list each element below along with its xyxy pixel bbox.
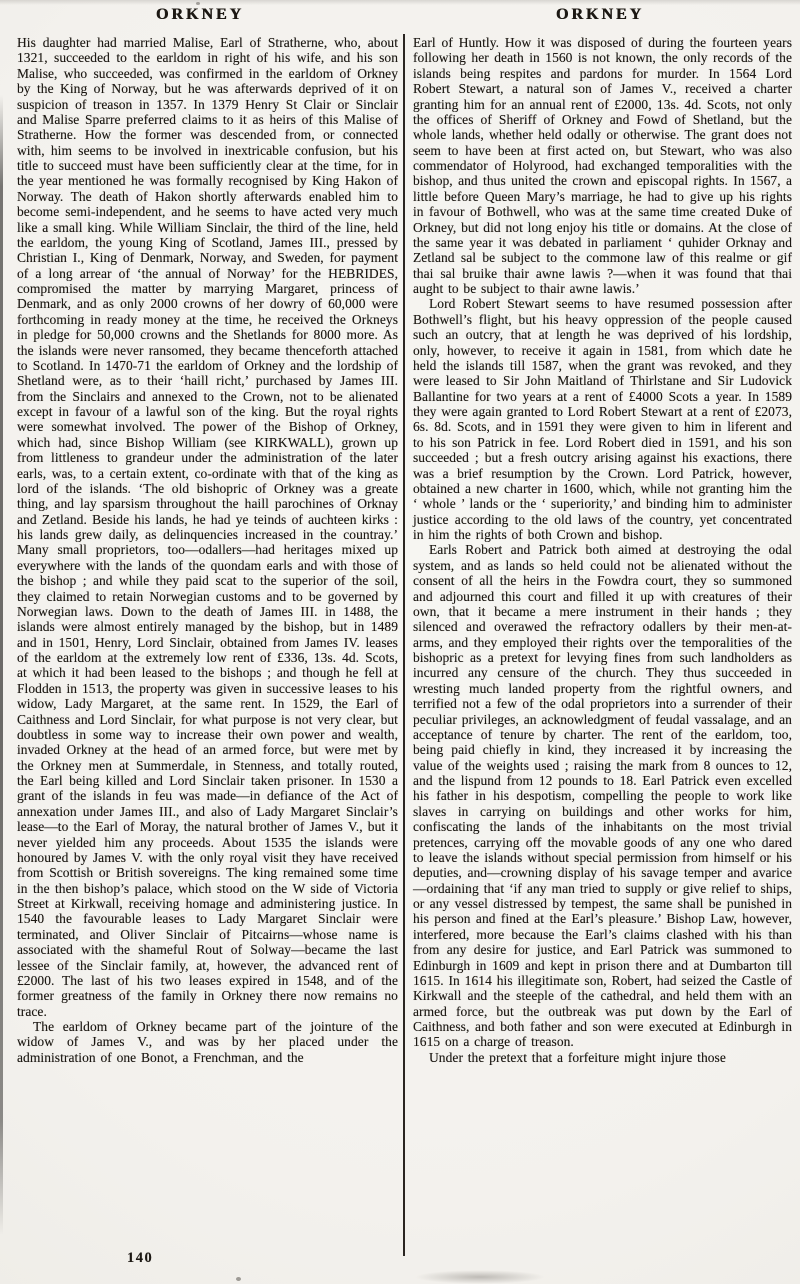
paragraph: Earl of Huntly. How it was disposed of during the fourteen years following her death in 1560 is not known, the only records of the islands being respites and pardons for murder. In 1564 Lord Robert Stewart, a natural son of James V., received a charter granting him for an annual rent of £2000, 13s. 4d. Scots, not only the offices of Sheriff of Orkney and Fowd of Shetland, but the whole lands, whether held odally or otherwise. The grant does not seem to have been at first acted on, but Stewart, who was also commendator of Holyrood, had exchanged temporalities with the bishop, and thus united the crown and episcopal rights. In 1567, a little before Queen Mary’s marriage, he had to give up his rights in favour of Bothwell, who was at the same time created Duke of Orkney, but did not long enjoy his title or domains. At the close of the same year it was debated in parliament ‘ quhider Orknay and Zetland sal be subject to the commone law of this realme or gif thai sal bruike thair awne lawis ?—when it was found that thai aught to be subject to thair awne lawis.’ [413, 35, 792, 296]
scan-top-shade [0, 0, 800, 5]
page-number: 140 [127, 1250, 154, 1266]
running-head-left: ORKNEY [155, 6, 245, 23]
scan-speck [196, 2, 200, 5]
column-left [17, 35, 398, 1065]
running-head-right: ORKNEY [555, 6, 645, 23]
scan-edge-artifact [0, 95, 3, 1235]
paragraph: His daughter had married Malise, Earl of Stratherne, who, about 1321, succeeded to the earldom in right of his wife, and his son Malise, who succeeded, was confirmed in the earldom of Orkney by the King of Norway, but he was afterwards deprived of it on suspicion of treason in 1357. In 1379 Henry St Clair or Sinclair and Malise Sparre preferred claims to it as heirs of this Malise of Stratherne. How the former was descended from, or connected with, him seems to be involved in inextricable confusion, but his title to succeed must have been sufficiently clear at the time, for in the year mentioned he was formally recognised by King Hakon of Norway. The death of Hakon shortly afterwards enabled him to become semi-independent, and he seems to have acted very much like a small king. While William Sinclair, the third of the line, held the earldom, the young King of Scotland, James III., pressed by Christian I., King of Denmark, Norway, and Sweden, for payment of a long arrear of ‘the annual of Norway’ for the HEBRIDES, compromised the matter by marrying Margaret, princess of Denmark, and as only 2000 crowns of her dowry of 60,000 were forthcoming in ready money at the time, he received the Orkneys in pledge for 50,000 crowns and the Shetlands for 8000 more. As the islands were never ransomed, they became thenceforth attached to Scotland. In 1470-71 the earldom of Orkney and the lordship of Shetland were, as to their ‘haill richt,’ purchased by James III. from the Sinclairs and annexed to the Crown, not to be alienated except in favour of a lawful son of the king. But the royal rights were somewhat involved. The power of the Bishop of Orkney, which had, since Bishop William (see KIRKWALL), grown up from littleness to grandeur under the administration of the later earls, was, to a certain extent, co-ordinate with that of the king as lord of the islands. ‘The old bishopric of Orkney was a greate thing, and lay sparsism throughout the haill parochines of Orknay and Zetland. Beside his lands, he had ye teinds of auchteen kirks : his lands grew daily, as delinquencies increased in the countray.’ Many small proprietors, too—odallers—had heritages mixed up everywhere with the lands of the quondam earls and with those of the bishop ; and while they paid scat to the superior of the soil, they claimed to retain Norwegian customs and to be governed by Norwegian laws. Down to the death of James III. in 1488, the islands were almost entirely managed by the bishop, but in 1489 and in 1501, Henry, Lord Sinclair, obtained from James IV. leases of the earldom at the extremely low rent of £336, 13s. 4d. Scots, at which it had been leased to the bishops ; and though he fell at Flodden in 1513, the property was given in successive leases to his widow, Lady Margaret, at the same rent. In 1529, the Earl of Caithness and Lord Sinclair, for what purpose is not very clear, but doubtless in some way to increase their own power and wealth, invaded Orkney at the head of an armed force, but were met by the Orkney men at Summerdale, in Stenness, and totally routed, the Earl being killed and Lord Sinclair taken prisoner. In 1530 a grant of the islands in feu was made—in defiance of the Act of annexation under James III., and also of Lady Margaret Sinclair’s lease—to the Earl of Moray, the natural brother of James V., but it never yielded him any proceeds. About 1535 the islands were honoured by James V. with the only royal visit they have received from Scottish or British sovereigns. The king remained some time in the then bishop’s palace, which stood on the W side of Victoria Street at Kirkwall, receiving homage and administering justice. In 1540 the favourable leases to Lady Margaret Sinclair were terminated, and Oliver Sinclair of Pitcairns—whose name is associated with the shameful Rout of Solway—became the last lessee of the Sinclair family, at, however, the advanced rent of £2000. The last of his two leases expired in 1548, and of the former greatness of the family in Orkney there now remains no trace. [17, 35, 398, 1019]
paragraph: The earldom of Orkney became part of the jointure of the widow of James V., and was by her placed under the administration of one Bonot, a Frenchman, and the [17, 1019, 398, 1065]
column-right [413, 35, 792, 1065]
scan-smudge [415, 1270, 545, 1284]
paragraph: Under the pretext that a forfeiture might injure those [429, 1049, 726, 1065]
paragraph: Earls Robert and Patrick both aimed at destroying the odal system, and as lands so held could not be alienated without the consent of all the heirs in the Fowdra court, they so summoned and adjourned this court and filled it up with creatures of their own, that it became a mere instrument in their hands ; they silenced and overawed the refractory odallers by their men-at-arms, and they employed their rights over the temporalities of the bishopric as a pretext for levying fines from such landholders as incurred any censure of the church. They thus succeeded in wresting much landed property from the rightful owners, and terrified not a few of the odal proprietors into a surrender of their peculiar privileges, an acknowledgment of feudal vassalage, and an acceptance of tenure by charter. The rent of the earldom, too, being paid chiefly in kind, they increased it by increasing the value of the weights used ; raising the mark from 8 ounces to 12, and the lispund from 12 pounds to 18. Earl Patrick even excelled his father in his despotism, compelling the people to work like slaves in carrying on buildings and other works for him, confiscating the lands of the inhabitants on the most trivial pretences, carrying off the movable goods of any one who dared to leave the islands without special permission from himself or his deputies, and—crowning display of his savage temper and avarice —ordaining that ‘if any man tried to supply or give relief to ships, or any vessel distressed by tempest, the same shall be punished in his person and fined at the Earl’s pleasure.’ Bishop Law, however, interfered, more because the Earl’s claims clashed with his than from any desire for justice, and Earl Patrick was summoned to Edinburgh in 1609 and kept in prison there and at Dumbarton till 1615. In 1614 his illegitimate son, Robert, had seized the Castle of Kirkwall and the steeple of the cathedral, and held them with an armed force, but the outbreak was put down by the Earl of Caithness, and both father and son were executed at Edinburgh in 1615 on a charge of treason. [413, 542, 792, 1050]
column-divider [403, 34, 405, 1256]
paragraph: Lord Robert Stewart seems to have resumed possession after Bothwell’s flight, but his heavy oppression of the people caused such an outcry, that at length he was deprived of his lordship, only, however, to receive it again in 1581, from which date he held the islands till 1587, when the grant was revoked, and they were leased to Sir John Maitland of Thirlstane and Sir Ludovick Ballantine for two years at a rent of £4000 Scots a year. In 1589 they were again granted to Lord Robert Stewart at a rent of £2073, 6s. 8d. Scots, and in 1591 they were given to him in liferent and to his son Patrick in fee. Lord Robert died in 1591, and his son succeeded ; but a fresh outcry arising against his exactions, there was a brief resumption by the Crown. Lord Patrick, however, obtained a new charter in 1600, which, while not granting him the ‘ whole ’ lands or the ‘ superiority,’ and binding him to administer justice according to the old laws of the country, yet concentrated in him the rights of both Crown and bishop. [413, 296, 793, 542]
scan-speck [236, 1277, 241, 1281]
